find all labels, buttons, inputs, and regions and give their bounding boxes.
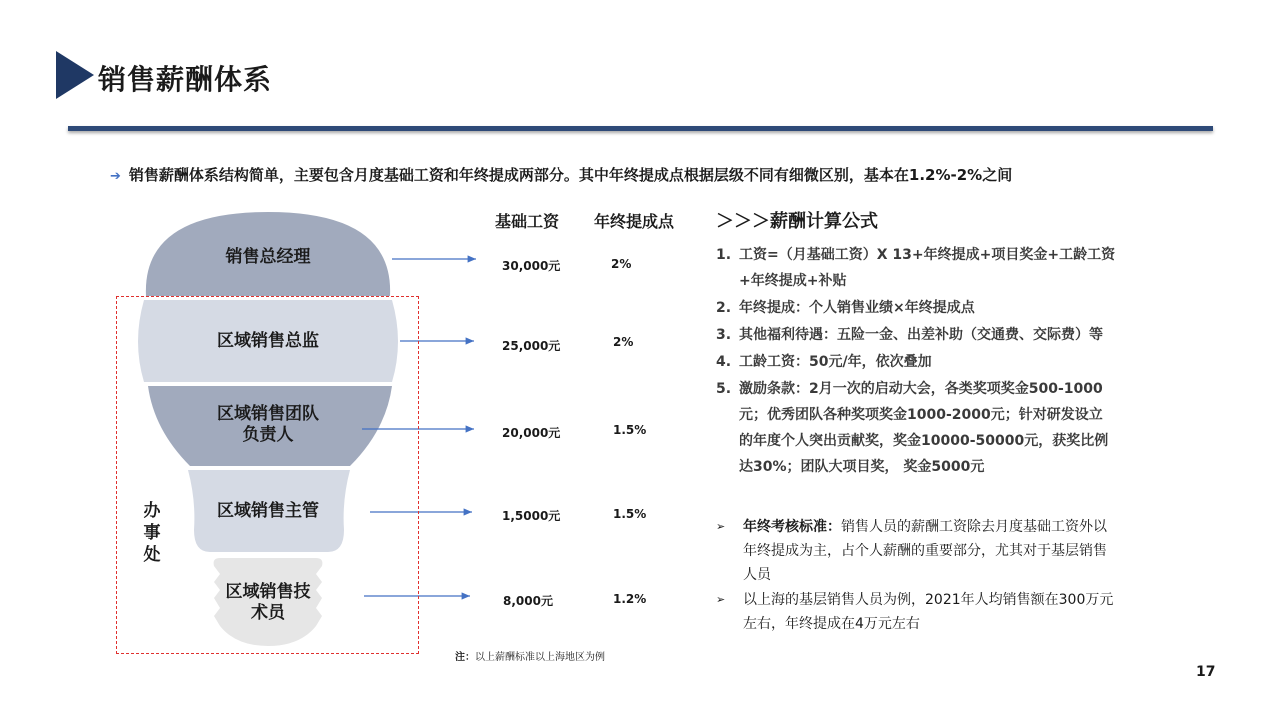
- level-5-bonus: 1.2%: [613, 592, 647, 606]
- level-3-name-line1: 区域销售团队: [217, 404, 319, 424]
- arrowhead-bullet-icon: ➢: [716, 520, 726, 533]
- level-2-bonus: 2%: [613, 335, 634, 349]
- bullet-item: [716, 515, 1116, 587]
- office-dashed-box: [116, 296, 419, 654]
- level-3-salary: 20,000元: [502, 426, 561, 440]
- assessment-bullets: [716, 515, 1116, 637]
- footnote: [455, 648, 605, 663]
- formula-item: [716, 322, 1116, 348]
- level-4-salary: 1,5000元: [502, 509, 561, 523]
- arrow-right-icon: ➔: [110, 169, 121, 184]
- office-label: [140, 500, 164, 566]
- formula-item-text: 工资=（月基础工资）X 13+年终提成+项目奖金+工龄工资+年终提成+补贴: [739, 247, 1116, 289]
- level-4-name: 区域销售主管: [217, 501, 319, 521]
- footnote-text: 以上薪酬标准以上海地区为例: [475, 652, 605, 663]
- office-label-char-2: 事: [143, 523, 161, 543]
- office-label-char-1: 办: [143, 501, 161, 521]
- intro-text: 销售薪酬体系结构简单，主要包含月度基础工资和年终提成两部分。其中年终提成点根据层级不同有细微区别，基本在1.2%-2%之间: [128, 166, 1013, 184]
- bullet-item: [716, 588, 1116, 636]
- formula-item-text: 年终提成：个人销售业绩×年终提成点: [739, 300, 975, 316]
- footnote-label: 注：: [455, 652, 475, 663]
- formula-item-number: 3.: [716, 327, 732, 343]
- level-5-name-line2: 术员: [251, 603, 285, 623]
- formula-item: [716, 376, 1116, 480]
- formula-item-text: 工龄工资：50元/年，依次叠加: [739, 354, 932, 370]
- level-1-salary: 30,000元: [502, 259, 561, 273]
- formula-item-number: 5.: [716, 381, 732, 397]
- level-2-name: 区域销售总监: [217, 331, 319, 351]
- page-number: 17: [1196, 664, 1216, 680]
- page-title: 销售薪酬体系: [98, 63, 273, 96]
- office-label-char-3: 处: [143, 545, 161, 565]
- level-3-name-line2: 负责人: [242, 425, 294, 445]
- bonus-column-header: 年终提成点: [594, 212, 675, 231]
- salary-column-header: 基础工资: [495, 212, 560, 231]
- formula-item-number: 4.: [716, 354, 732, 370]
- bullet-text: 销售人员的薪酬工资除去月度基础工资外以年终提成为主，占个人薪酬的重要部分，尤其对于基层销售人员: [743, 519, 1107, 583]
- formula-item-number: 1.: [716, 247, 732, 263]
- formula-item-text: 其他福利待遇：五险一金、出差补助（交通费、交际费）等: [739, 327, 1103, 343]
- formula-title: ＞＞＞薪酬计算公式: [716, 211, 878, 232]
- bullet-text: 以上海的基层销售人员为例，2021年人均销售额在300万元左右，年终提成在4万元左右: [743, 592, 1114, 632]
- bullet-label: 年终考核标准：: [743, 519, 841, 535]
- level-1-bonus: 2%: [611, 257, 632, 271]
- level-5-salary: 8,000元: [503, 594, 553, 608]
- level-1-name: 销售总经理: [225, 247, 311, 267]
- formula-item: [716, 242, 1116, 294]
- formula-item: [716, 295, 1116, 321]
- level-3-bonus: 1.5%: [613, 423, 647, 437]
- arrowhead-bullet-icon: ➢: [716, 593, 726, 606]
- level-2-salary: 25,000元: [502, 339, 561, 353]
- formula-list: [716, 242, 1116, 480]
- level-4-bonus: 1.5%: [613, 507, 647, 521]
- level-5-name-line1: 区域销售技: [225, 582, 311, 602]
- formula-item-number: 2.: [716, 300, 732, 316]
- formula-item-text: 激励条款：2月一次的启动大会，各类奖项奖金500-1000元；优秀团队各种奖项奖金1000-2000元；针对研发设立的年度个人突出贡献奖，奖金10000-50000元，获奖比例达30%；团队大项目奖， 奖金5000元: [739, 381, 1109, 475]
- formula-item: [716, 349, 1116, 375]
